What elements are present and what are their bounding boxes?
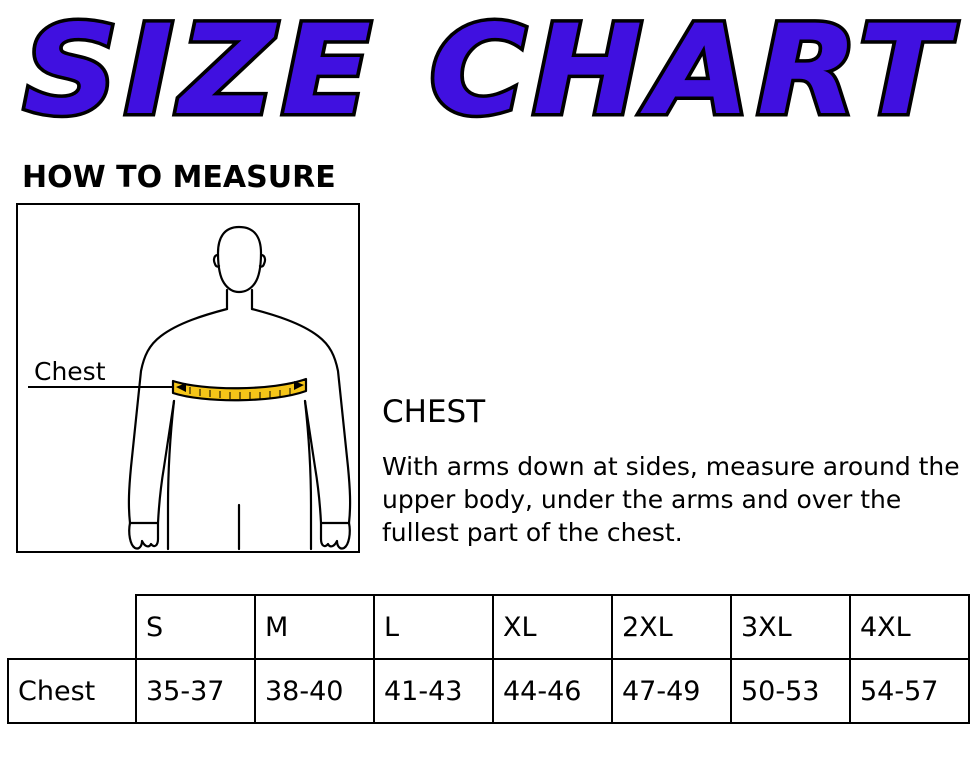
how-to-measure-heading: HOW TO MEASURE xyxy=(22,160,336,195)
page-title: SIZE CHART xyxy=(23,0,955,143)
chest-measure-tape xyxy=(173,379,306,400)
chest-figure-caption: Chest xyxy=(34,357,106,386)
table-corner-cell xyxy=(8,595,136,659)
cell-chest-s: 35-37 xyxy=(136,659,255,723)
description-title: CHEST xyxy=(382,394,486,430)
column-header-xl: XL xyxy=(493,595,612,659)
column-header-s: S xyxy=(136,595,255,659)
column-header-2xl: 2XL xyxy=(612,595,731,659)
cell-chest-3xl: 50-53 xyxy=(731,659,850,723)
cell-chest-4xl: 54-57 xyxy=(850,659,969,723)
column-header-m: M xyxy=(255,595,374,659)
cell-chest-m: 38-40 xyxy=(255,659,374,723)
column-header-l: L xyxy=(374,595,493,659)
size-chart-table xyxy=(7,594,970,724)
table-row xyxy=(8,659,969,723)
column-header-3xl: 3XL xyxy=(731,595,850,659)
column-header-4xl: 4XL xyxy=(850,595,969,659)
cell-chest-2xl: 47-49 xyxy=(612,659,731,723)
page-title-banner xyxy=(0,0,978,146)
row-header-chest: Chest xyxy=(8,659,136,723)
description-body: With arms down at sides, measure around the upper body, under the arms and over the fullest part of the chest. xyxy=(382,452,960,547)
cell-chest-l: 41-43 xyxy=(374,659,493,723)
cell-chest-xl: 44-46 xyxy=(493,659,612,723)
table-header-row xyxy=(8,595,969,659)
